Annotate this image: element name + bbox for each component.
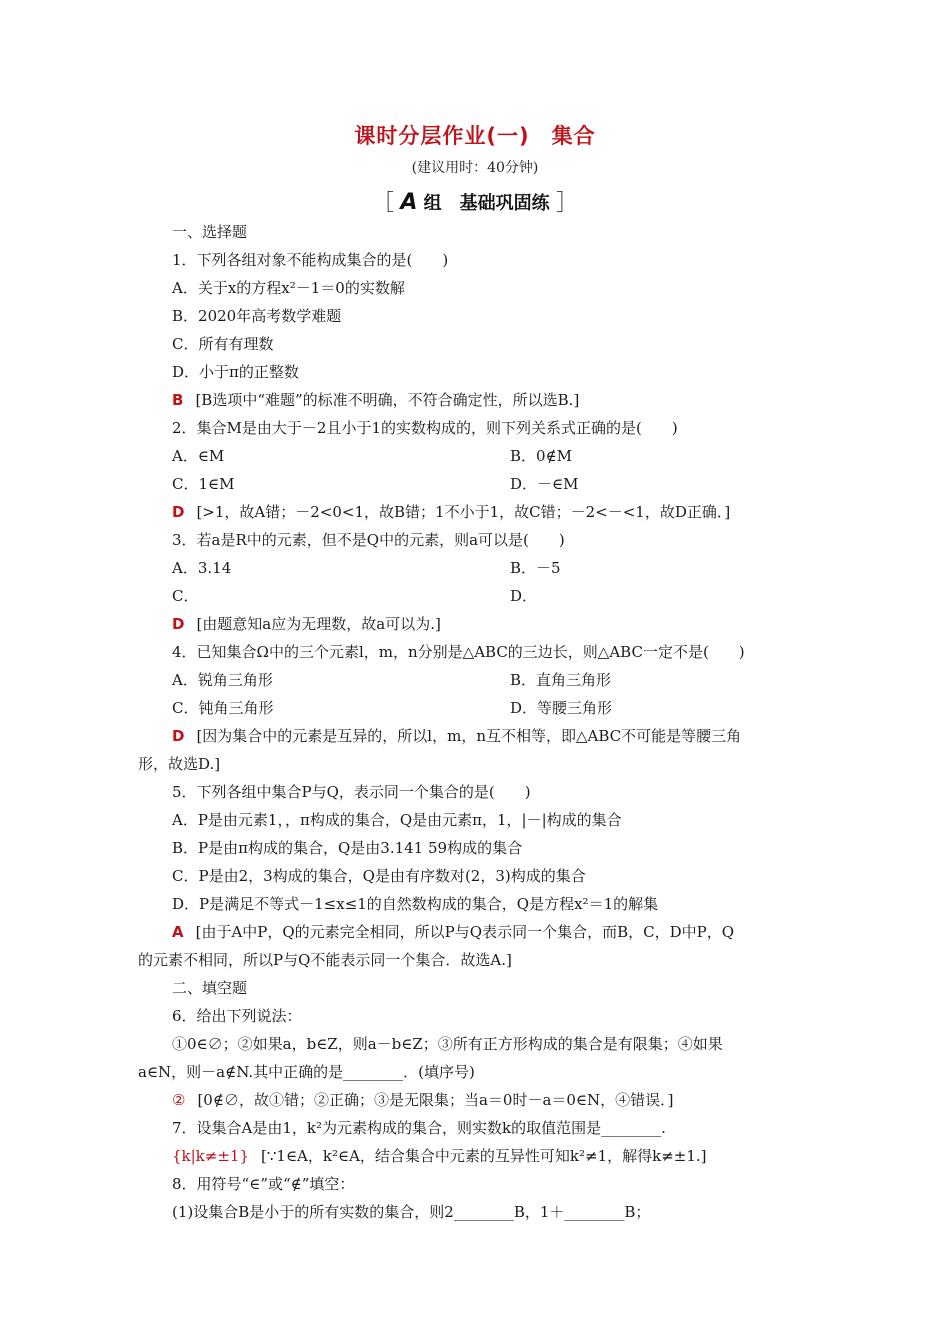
- q7-stem: 7．设集合A是由1，k²为元素构成的集合，则实数k的取值范围是________.: [172, 1119, 666, 1137]
- q3-option-a: A．3.14: [172, 559, 232, 577]
- q7-answer-line: [172, 1145, 707, 1167]
- q2-answer: D: [172, 503, 185, 521]
- q5-option-d: D．P是满足不等式－1≤x≤1的自然数构成的集合，Q是方程x²＝1的解集: [172, 895, 659, 913]
- q4-explanation: [因为集合中的元素是互异的，所以l，m，n互不相等，即△ABC不可能是等腰三角: [196, 727, 742, 745]
- q6-statements: ①0∈∅；②如果a，b∈Z，则a－b∈Z；③所有正方形构成的集合是有限集；④如果: [172, 1035, 723, 1053]
- q8-part1: (1)设集合B是小于的所有实数的集合，则2________B，1＋________B；: [172, 1203, 651, 1221]
- q2-option-b: B．0∉M: [510, 447, 573, 465]
- q2-option-a: A．∈M: [172, 447, 225, 465]
- q5-option-b: B．P是由π构成的集合，Q是由3.141 59构成的集合: [172, 839, 523, 857]
- q7-explanation: [∵1∈A，k²∈A，结合集合中元素的互异性可知k²≠1，解得k≠±1.]: [261, 1147, 707, 1165]
- section-choice: 一、选择题: [172, 223, 248, 241]
- q5-explanation-cont: 的元素不相同，所以P与Q不能表示同一个集合．故选A.]: [138, 951, 512, 969]
- q5-option-c: C．P是由2，3构成的集合，Q是由有序数对(2，3)构成的集合: [172, 867, 586, 885]
- q3-stem: 3．若a是R中的元素，但不是Q中的元素，则a可以是( ): [172, 531, 565, 549]
- q2-option-d: D．－∈M: [510, 475, 579, 493]
- q1-option-c: C．所有有理数: [172, 335, 274, 353]
- q1-option-a: A．关于x的方程x²－1＝0的实数解: [172, 279, 405, 297]
- bracket-left: ［: [372, 191, 395, 216]
- q3-option-b: B．－5: [510, 559, 561, 577]
- q6-stem: 6．给出下列说法：: [172, 1007, 302, 1025]
- q5-answer: A: [172, 923, 184, 941]
- q2-stem: 2．集合M是由大于－2且小于1的实数构成的，则下列关系式正确的是( ): [172, 419, 678, 437]
- q6-answer-line: [172, 1089, 674, 1111]
- q5-stem: 5．下列各组中集合P与Q，表示同一个集合的是( ): [172, 783, 531, 801]
- q5-explanation: [由于A中P，Q的元素完全相同，所以P与Q表示同一个集合，而B，C，D中P，Q: [195, 923, 734, 941]
- q8-stem: 8．用符号“∈”或“∉”填空：: [172, 1175, 355, 1193]
- q1-option-b: B．2020年高考数学难题: [172, 307, 342, 325]
- q5-option-a: A．P是由元素1，，π构成的集合，Q是由元素π，1，|－|构成的集合: [172, 811, 622, 829]
- q3-option-d: D．: [510, 587, 538, 605]
- q7-answer: {k|k≠±1}: [172, 1147, 249, 1165]
- q1-stem: 1．下列各组对象不能构成集合的是( ): [172, 251, 449, 269]
- q2-option-c: C．1∈M: [172, 475, 235, 493]
- q4-option-a: A．锐角三角形: [172, 671, 273, 689]
- q3-answer: D: [172, 615, 185, 633]
- q4-stem: 4．已知集合Ω中的三个元素l，m，n分别是△ABC的三边长，则△ABC一定不是( ): [172, 643, 745, 661]
- page-title: 课时分层作业(一) 集合: [354, 124, 596, 148]
- q6-explanation: [0∉∅，故①错；②正确；③是无限集；当a＝0时－a＝0∈N，④错误．]: [197, 1091, 674, 1109]
- q1-explanation: [B选项中“难题”的标准不明确，不符合确定性，所以选B.]: [195, 391, 580, 409]
- suggested-time: (建议用时：40分钟): [411, 160, 539, 176]
- q4-explanation-cont: 形，故选D.]: [138, 755, 221, 773]
- section-fill: 二、填空题: [172, 979, 248, 997]
- q1-answer-line: [172, 389, 579, 411]
- q4-answer-line: [172, 725, 741, 747]
- q1-option-d: D．小于π的正整数: [172, 363, 299, 381]
- group-label: 组 基础巩固练: [423, 193, 550, 214]
- q6-answer: ②: [172, 1091, 186, 1109]
- q3-explanation: [由题意知a应为无理数，故a可以为.]: [196, 615, 441, 633]
- q2-answer-line: [172, 501, 730, 523]
- q1-answer: B: [172, 391, 184, 409]
- q4-answer: D: [172, 727, 185, 745]
- q4-option-c: C．钝角三角形: [172, 699, 274, 717]
- q4-option-d: D．等腰三角形: [510, 699, 613, 717]
- bracket-right: ］: [555, 191, 578, 216]
- q4-option-b: B．直角三角形: [510, 671, 612, 689]
- q5-answer-line: [172, 921, 734, 943]
- group-letter: A: [400, 190, 418, 215]
- group-heading: [0, 186, 950, 217]
- q6-statements-cont: a∈N，则－a∉N.其中正确的是________．(填序号): [138, 1063, 475, 1081]
- q3-answer-line: [172, 613, 441, 635]
- q3-option-c: C．: [172, 587, 199, 605]
- q2-explanation: [>1，故A错；－2<0<1，故B错；1不小于1，故C错；－2<－<1，故D正确．]: [196, 503, 731, 521]
